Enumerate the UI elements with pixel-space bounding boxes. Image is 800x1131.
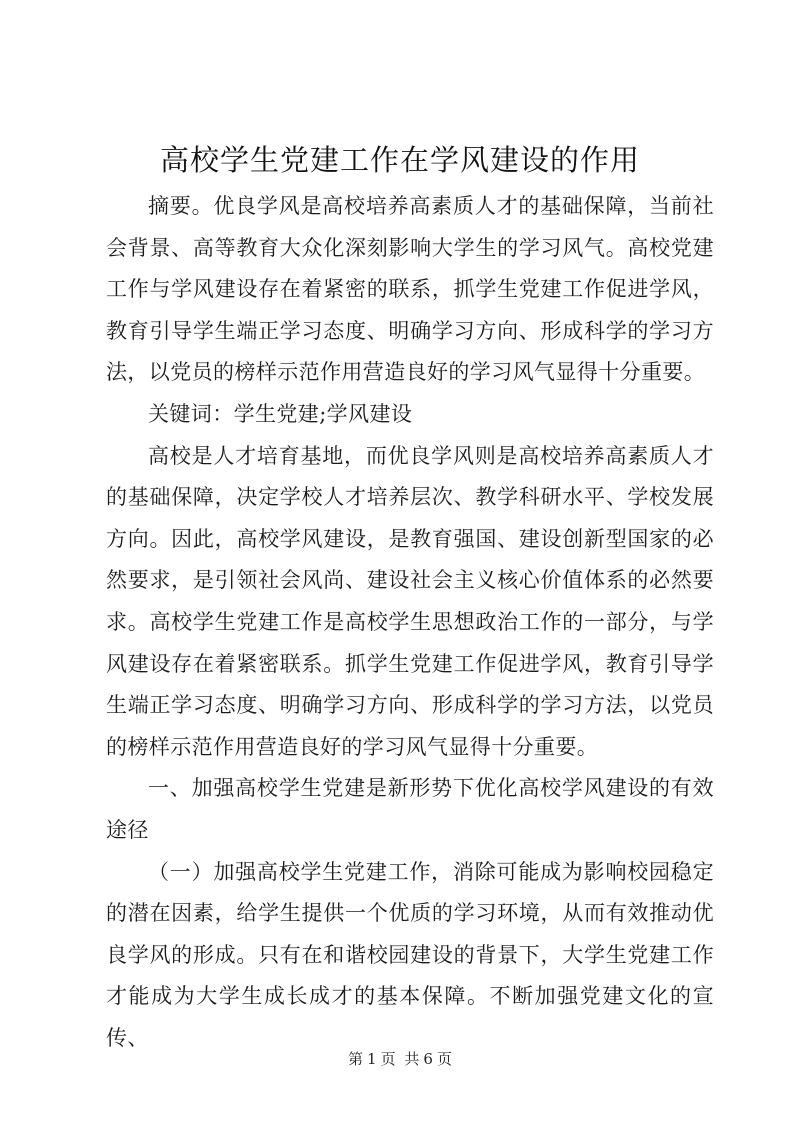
page-unit: 页 bbox=[380, 1050, 396, 1068]
total-prefix: 共 bbox=[404, 1050, 420, 1068]
page-total: 6 bbox=[423, 1050, 433, 1068]
total-unit: 页 bbox=[436, 1050, 452, 1068]
page-prefix: 第 bbox=[348, 1050, 364, 1068]
subsection-paragraph: （一）加强高校学生党建工作，消除可能成为影响校园稳定的潜在因素，给学生提供一个优质的学习环境，从而有效推动优良学风的形成。只有在和谐校园建设的背景下，大学生党建工作才能成为大学生成长成才的基本保障。不断加强党建文化的宣传、 bbox=[106, 859, 714, 1050]
section-heading: 一、加强高校学生党建是新形势下优化高校学风建设的有效途径 bbox=[106, 776, 714, 842]
page-footer bbox=[0, 1049, 800, 1069]
intro-paragraph: 高校是人才培育基地，而优良学风则是高校培养高素质人才的基础保障，决定学校人才培养层次、教学科研水平、学校发展方向。因此，高校学风建设，是教育强国、建设创新型国家的必然要求，是引领社会风尚、建设社会主义核心价值体系的必然要求。高校学生党建工作是高校学生思想政治工作的一部分，与学风建设存在着紧密联系。抓学生党建工作促进学风，教育引导学生端正学习态度、明确学习方向、形成科学的学习方法，以党员的榜样示范作用营造良好的学习风气显得十分重要。 bbox=[106, 443, 714, 759]
abstract-paragraph: 摘要。优良学风是高校培养高素质人才的基础保障，当前社会背景、高等教育大众化深刻影响大学生的学习风气。高校党建工作与学风建设存在着紧密的联系，抓学生党建工作促进学风，教育引导学生端正学习态度、明确学习方向、形成科学的学习方法，以党员的榜样示范作用营造良好的学习风气显得十分重要。 bbox=[106, 194, 714, 385]
document-body bbox=[106, 186, 714, 1059]
keywords-paragraph: 关键词：学生党建;学风建设 bbox=[148, 401, 413, 426]
page-current: 1 bbox=[367, 1050, 377, 1068]
document-title: 高校学生党建工作在学风建设的作用 bbox=[159, 143, 640, 177]
